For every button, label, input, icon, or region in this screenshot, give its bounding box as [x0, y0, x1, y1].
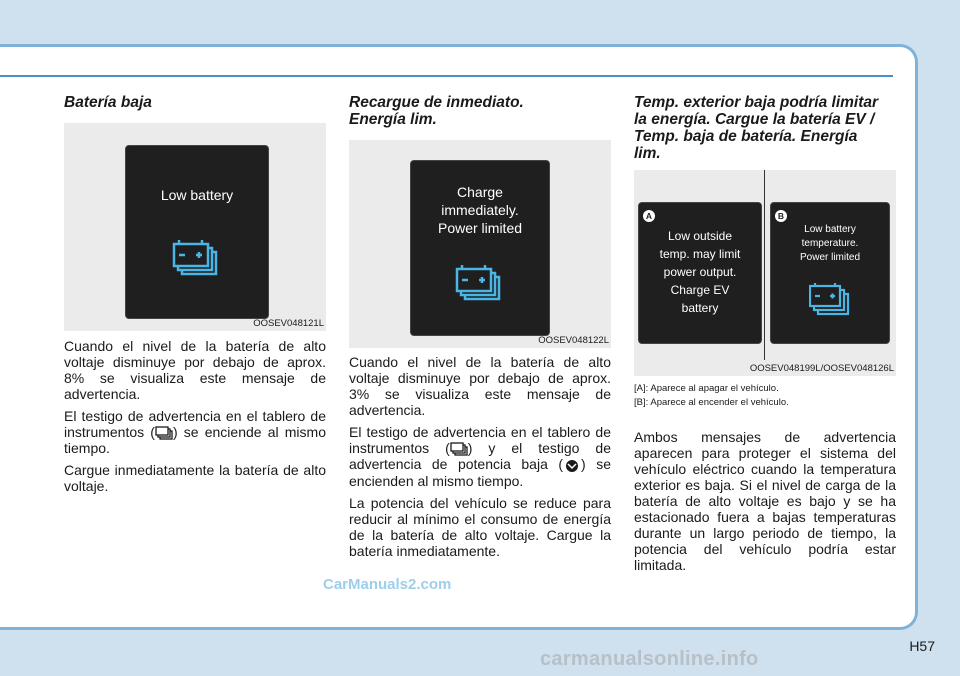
watermark-carmanualsonline: carmanualsonline.info [540, 648, 759, 670]
paragraph: El testigo de advertencia en el tablero de instrumentos ( ) se enciende al mismo tiempo. [64, 408, 326, 457]
paragraph: Cuando el nivel de la batería de alto voltaje disminuye por debajo de aprox. 3% se visualiza este mensaje de advertencia. [349, 354, 611, 418]
display-message: Low battery [160, 187, 234, 203]
cluster-display [125, 145, 269, 319]
battery-warning-icon [155, 426, 173, 440]
badge-a: A [643, 210, 655, 222]
display-message-line: battery [681, 301, 719, 315]
display-message-line: Charge [457, 184, 503, 200]
display-message-line: immediately. [441, 202, 519, 218]
section-title: Batería baja [64, 94, 152, 111]
display-message-line: power output. [663, 265, 737, 279]
figure-low-battery [64, 123, 326, 331]
display-message-line: Low outside [667, 229, 733, 243]
figure-low-temperature [634, 170, 896, 376]
section-charge-immediately [349, 94, 611, 565]
cluster-display-b [770, 202, 890, 344]
display-message-line: temperature. [801, 238, 859, 249]
section-low-battery [64, 94, 326, 500]
paragraph: Cargue inmediatamente la batería de alto voltaje. [64, 462, 326, 495]
paragraph: El testigo de advertencia en el tablero de instrumentos ( ) y el testigo de advertencia de potencia baja ( ) se encienden al mismo tiempo. [349, 424, 612, 489]
cluster-display-a [638, 202, 762, 344]
display-message-line: Power limited [437, 220, 523, 236]
figure-code: OOSEV048121L [253, 318, 324, 329]
header-rule [0, 75, 893, 77]
page-number: H57 [909, 638, 935, 654]
badge-b: B [775, 210, 787, 222]
figure-charge-immediately [349, 140, 611, 348]
display-message-line: Charge EV [670, 283, 730, 297]
display-message-line: Low battery [804, 224, 856, 235]
display-message-line: Power limited [799, 252, 861, 263]
watermark-carmanuals2: CarManuals2.com [323, 576, 452, 593]
battery-warning-icon [455, 265, 505, 305]
battery-warning-icon [450, 442, 468, 456]
figure-caption-b: [B]: Aparece al encender el vehículo. [634, 397, 789, 408]
battery-temperature-icon [809, 283, 853, 319]
cluster-display [410, 160, 550, 336]
paragraph: Cuando el nivel de la batería de alto voltaje disminuye por debajo de aprox. 8% se visualiza este mensaje de advertencia. [64, 338, 326, 402]
battery-warning-icon [172, 240, 222, 280]
section-low-temperature [634, 94, 896, 579]
figure-code: OOSEV048122L [538, 335, 609, 346]
figure-code: OOSEV048199L/OOSEV048126L [749, 363, 894, 374]
figure-divider [764, 170, 765, 360]
section-title: Temp. exterior baja podría limitar la energía. Cargue la batería EV / Temp. baja de batería. Energía lim. [634, 94, 879, 162]
figure-caption-a: [A]: Aparece al apagar el vehículo. [634, 383, 779, 394]
power-limited-icon [563, 459, 581, 473]
display-message-line: temp. may limit [659, 247, 741, 261]
paragraph: Ambos mensajes de advertencia aparecen para proteger el sistema del vehículo eléctrico cuando la temperatura exterior es baja. Si el nivel de carga de la batería de alto voltaje es bajo y se ha estacionado fuera a bajas temperaturas durante un largo periodo de tiempo, la potencia del vehículo podría estar limitada. [634, 429, 896, 573]
section-title: Recargue de inmediato. Energía lim. [349, 94, 524, 128]
paragraph: La potencia del vehículo se reduce para reducir al mínimo el consumo de energía de la batería de alto voltaje. Cargue la batería inmediatamente. [349, 494, 611, 559]
